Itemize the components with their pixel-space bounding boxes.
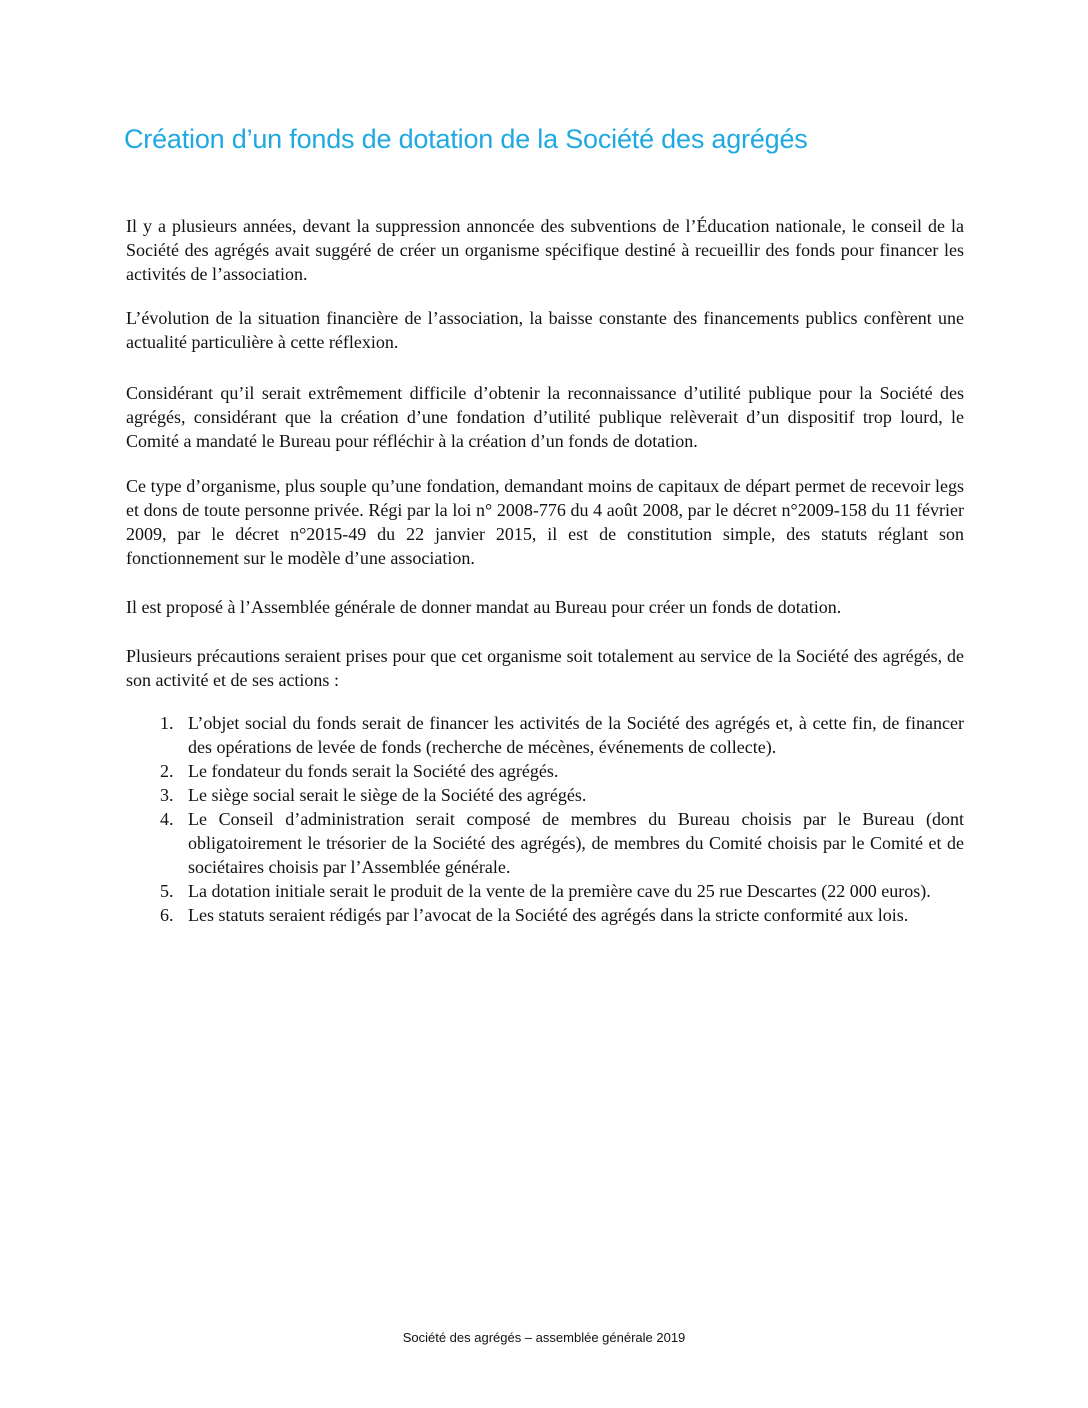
precautions-list bbox=[126, 711, 964, 927]
list-item bbox=[126, 879, 964, 903]
paragraph: L’évolution de la situation financière de l’association, la baisse constante des financements publics confèrent une actualité particulière à cette réflexion. bbox=[126, 308, 964, 352]
list-item-number: 1. bbox=[160, 713, 174, 733]
page-footer: Société des agrégés – assemblée générale 2019 bbox=[402, 1330, 686, 1345]
paragraph: Plusieurs précautions seraient prises pour que cet organisme soit totalement au service de la Société des agrégés, de son activité et de ses actions : bbox=[126, 646, 964, 690]
list-item-text: Le Conseil d’administration serait composé de membres du Bureau choisis par le Bureau (dont obligatoirement le trésorier de la Société des agrégés), de membres du Comité choisis par le Comité et de sociétaires choisis par l’Assemblée générale. bbox=[188, 809, 964, 877]
list-item-number: 6. bbox=[160, 905, 174, 925]
list-item-text: La dotation initiale serait le produit de la vente de la première cave du 25 rue Descartes (22 000 euros). bbox=[188, 881, 931, 901]
list-item-text: Le siège social serait le siège de la Société des agrégés. bbox=[188, 785, 587, 805]
list-item-text: Les statuts seraient rédigés par l’avocat de la Société des agrégés dans la stricte conformité aux lois. bbox=[188, 905, 909, 925]
list-item bbox=[126, 711, 964, 759]
list-item bbox=[126, 903, 964, 927]
list-item-number: 5. bbox=[160, 881, 174, 901]
paragraph: Il est proposé à l’Assemblée générale de donner mandat au Bureau pour créer un fonds de dotation. bbox=[126, 597, 842, 617]
list-item-number: 3. bbox=[160, 785, 174, 805]
paragraph: Considérant qu’il serait extrêmement difficile d’obtenir la reconnaissance d’utilité publique pour la Société des agrégés, considérant que la création d’une fondation d’utilité publique relèverait d’un dispositif trop lourd, le Comité a mandaté le Bureau pour réfléchir à la création d’un fonds de dotation. bbox=[126, 383, 964, 451]
paragraph: Ce type d’organisme, plus souple qu’une fondation, demandant moins de capitaux de départ permet de recevoir legs et dons de toute personne privée. Régi par la loi n° 2008-776 du 4 août 2008, par le décret n°2009-158 du 11 février 2009, par le décret n°2015-49 du 22 janvier 2015, il est de constitution simple, des statuts réglant son fonctionnement sur le modèle d’une association. bbox=[126, 476, 964, 568]
list-item-text: L’objet social du fonds serait de financer les activités de la Société des agrégés et, à cette fin, de financer des opérations de levée de fonds (recherche de mécènes, événements de collecte). bbox=[188, 713, 964, 757]
document-title: Création d’un fonds de dotation de la Société des agrégés bbox=[124, 124, 808, 154]
list-item-number: 2. bbox=[160, 761, 174, 781]
list-item bbox=[126, 783, 964, 807]
list-item-number: 4. bbox=[160, 809, 174, 829]
list-item bbox=[126, 807, 964, 879]
paragraph: Il y a plusieurs années, devant la suppression annoncée des subventions de l’Éducation nationale, le conseil de la Société des agrégés avait suggéré de créer un organisme spécifique destiné à recueillir des fonds pour financer les activités de l’association. bbox=[126, 216, 964, 284]
list-item bbox=[126, 759, 964, 783]
list-item-text: Le fondateur du fonds serait la Société des agrégés. bbox=[188, 761, 559, 781]
